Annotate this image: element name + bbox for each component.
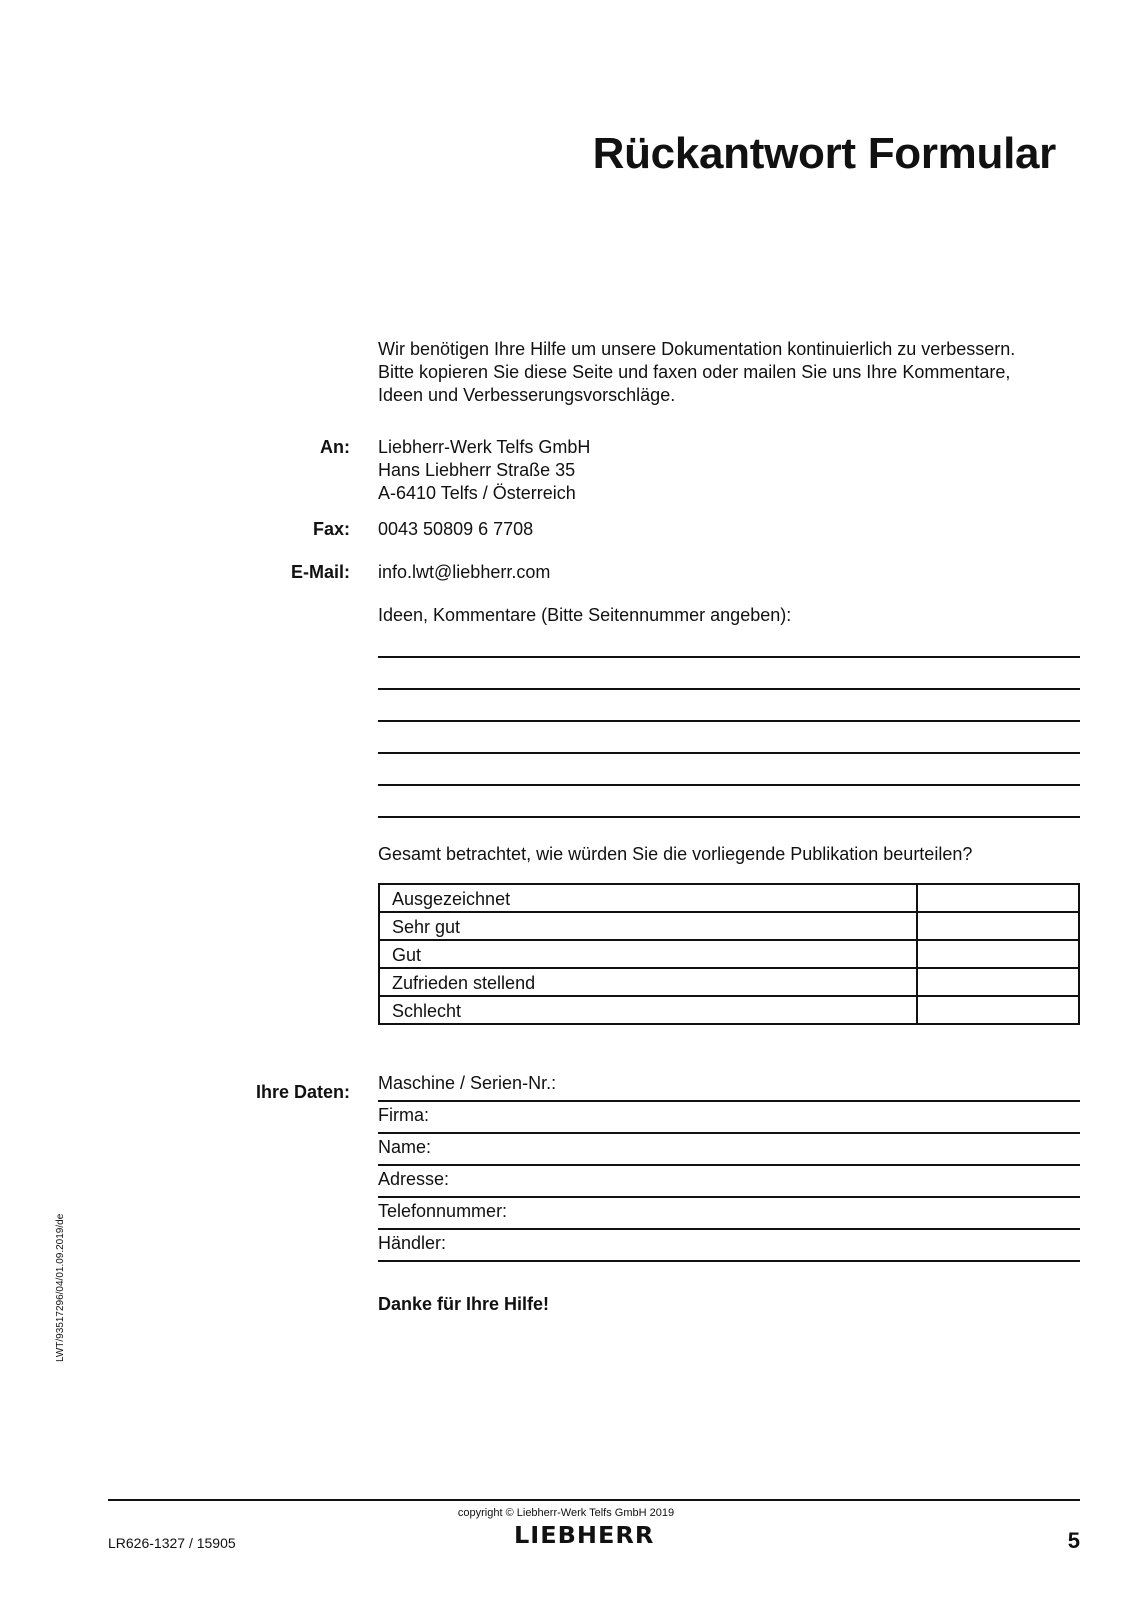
fax-number: 0043 50809 6 7708 [378,519,534,539]
comment-line[interactable] [378,656,1080,658]
page-title: Rückantwort Formular [592,129,1056,178]
document-code: LWT/93517296/04/01.09.2019/de [55,1213,66,1362]
field-machine-serial[interactable]: Maschine / Serien-Nr.: [378,1072,1080,1102]
rating-row [379,996,1079,1024]
email-label: E-Mail: [290,562,350,582]
comment-line[interactable] [378,752,1080,754]
field-phone[interactable]: Telefonnummer: [378,1200,1080,1230]
fax-label: Fax: [312,519,350,539]
recipient-city: A-6410 Telfs / Österreich [378,483,576,503]
email-address[interactable]: info.lwt@liebherr.com [378,562,551,582]
to-label: An: [320,437,350,457]
rating-question: Gesamt betrachtet, wie würden Sie die vorliegende Publikation beurteilen? [378,844,973,864]
comment-line[interactable] [378,720,1080,722]
intro-line: Ideen und Verbesserungsvorschläge. [378,385,676,405]
rating-option-label: Ausgezeichnet [379,884,917,912]
thanks-note: Danke für Ihre Hilfe! [378,1294,550,1314]
recipient-street: Hans Liebherr Straße 35 [378,460,576,480]
comment-line[interactable] [378,784,1080,786]
field-company[interactable]: Firma: [378,1104,1080,1134]
rating-option-label: Gut [379,940,917,968]
copyright-note: copyright © Liebherr-Werk Telfs GmbH 2019 [457,1507,675,1519]
intro-line: Bitte kopieren Sie diese Seite und faxen oder mailen Sie uns Ihre Kommentare, [378,362,1011,382]
intro-text [378,338,1068,407]
field-dealer[interactable]: Händler: [378,1232,1080,1262]
field-name[interactable]: Name: [378,1136,1080,1166]
rating-option-label: Zufrieden stellend [379,968,917,996]
footer-divider [108,1499,1080,1501]
liebherr-logo: LIEBHERR [514,1522,655,1549]
comments-prompt: Ideen, Kommentare (Bitte Seitennummer angeben): [378,605,792,625]
rating-checkbox[interactable] [917,912,1079,940]
rating-checkbox[interactable] [917,884,1079,912]
rating-table [378,883,1080,1025]
user-data-label: Ihre Daten: [255,1082,350,1102]
rating-checkbox[interactable] [917,996,1079,1024]
rating-checkbox[interactable] [917,940,1079,968]
comment-line[interactable] [378,688,1080,690]
model-number: LR626-1327 / 15905 [108,1535,236,1551]
rating-row [379,884,1079,912]
field-address[interactable]: Adresse: [378,1168,1080,1198]
intro-line: Wir benötigen Ihre Hilfe um unsere Dokumentation kontinuierlich zu verbessern. [378,339,1016,359]
page-number: 5 [1067,1528,1080,1553]
rating-row [379,912,1079,940]
recipient-company: Liebherr-Werk Telfs GmbH [378,437,591,457]
rating-option-label: Sehr gut [379,912,917,940]
rating-option-label: Schlecht [379,996,917,1024]
rating-row [379,968,1079,996]
rating-row [379,940,1079,968]
rating-checkbox[interactable] [917,968,1079,996]
comment-line[interactable] [378,816,1080,818]
